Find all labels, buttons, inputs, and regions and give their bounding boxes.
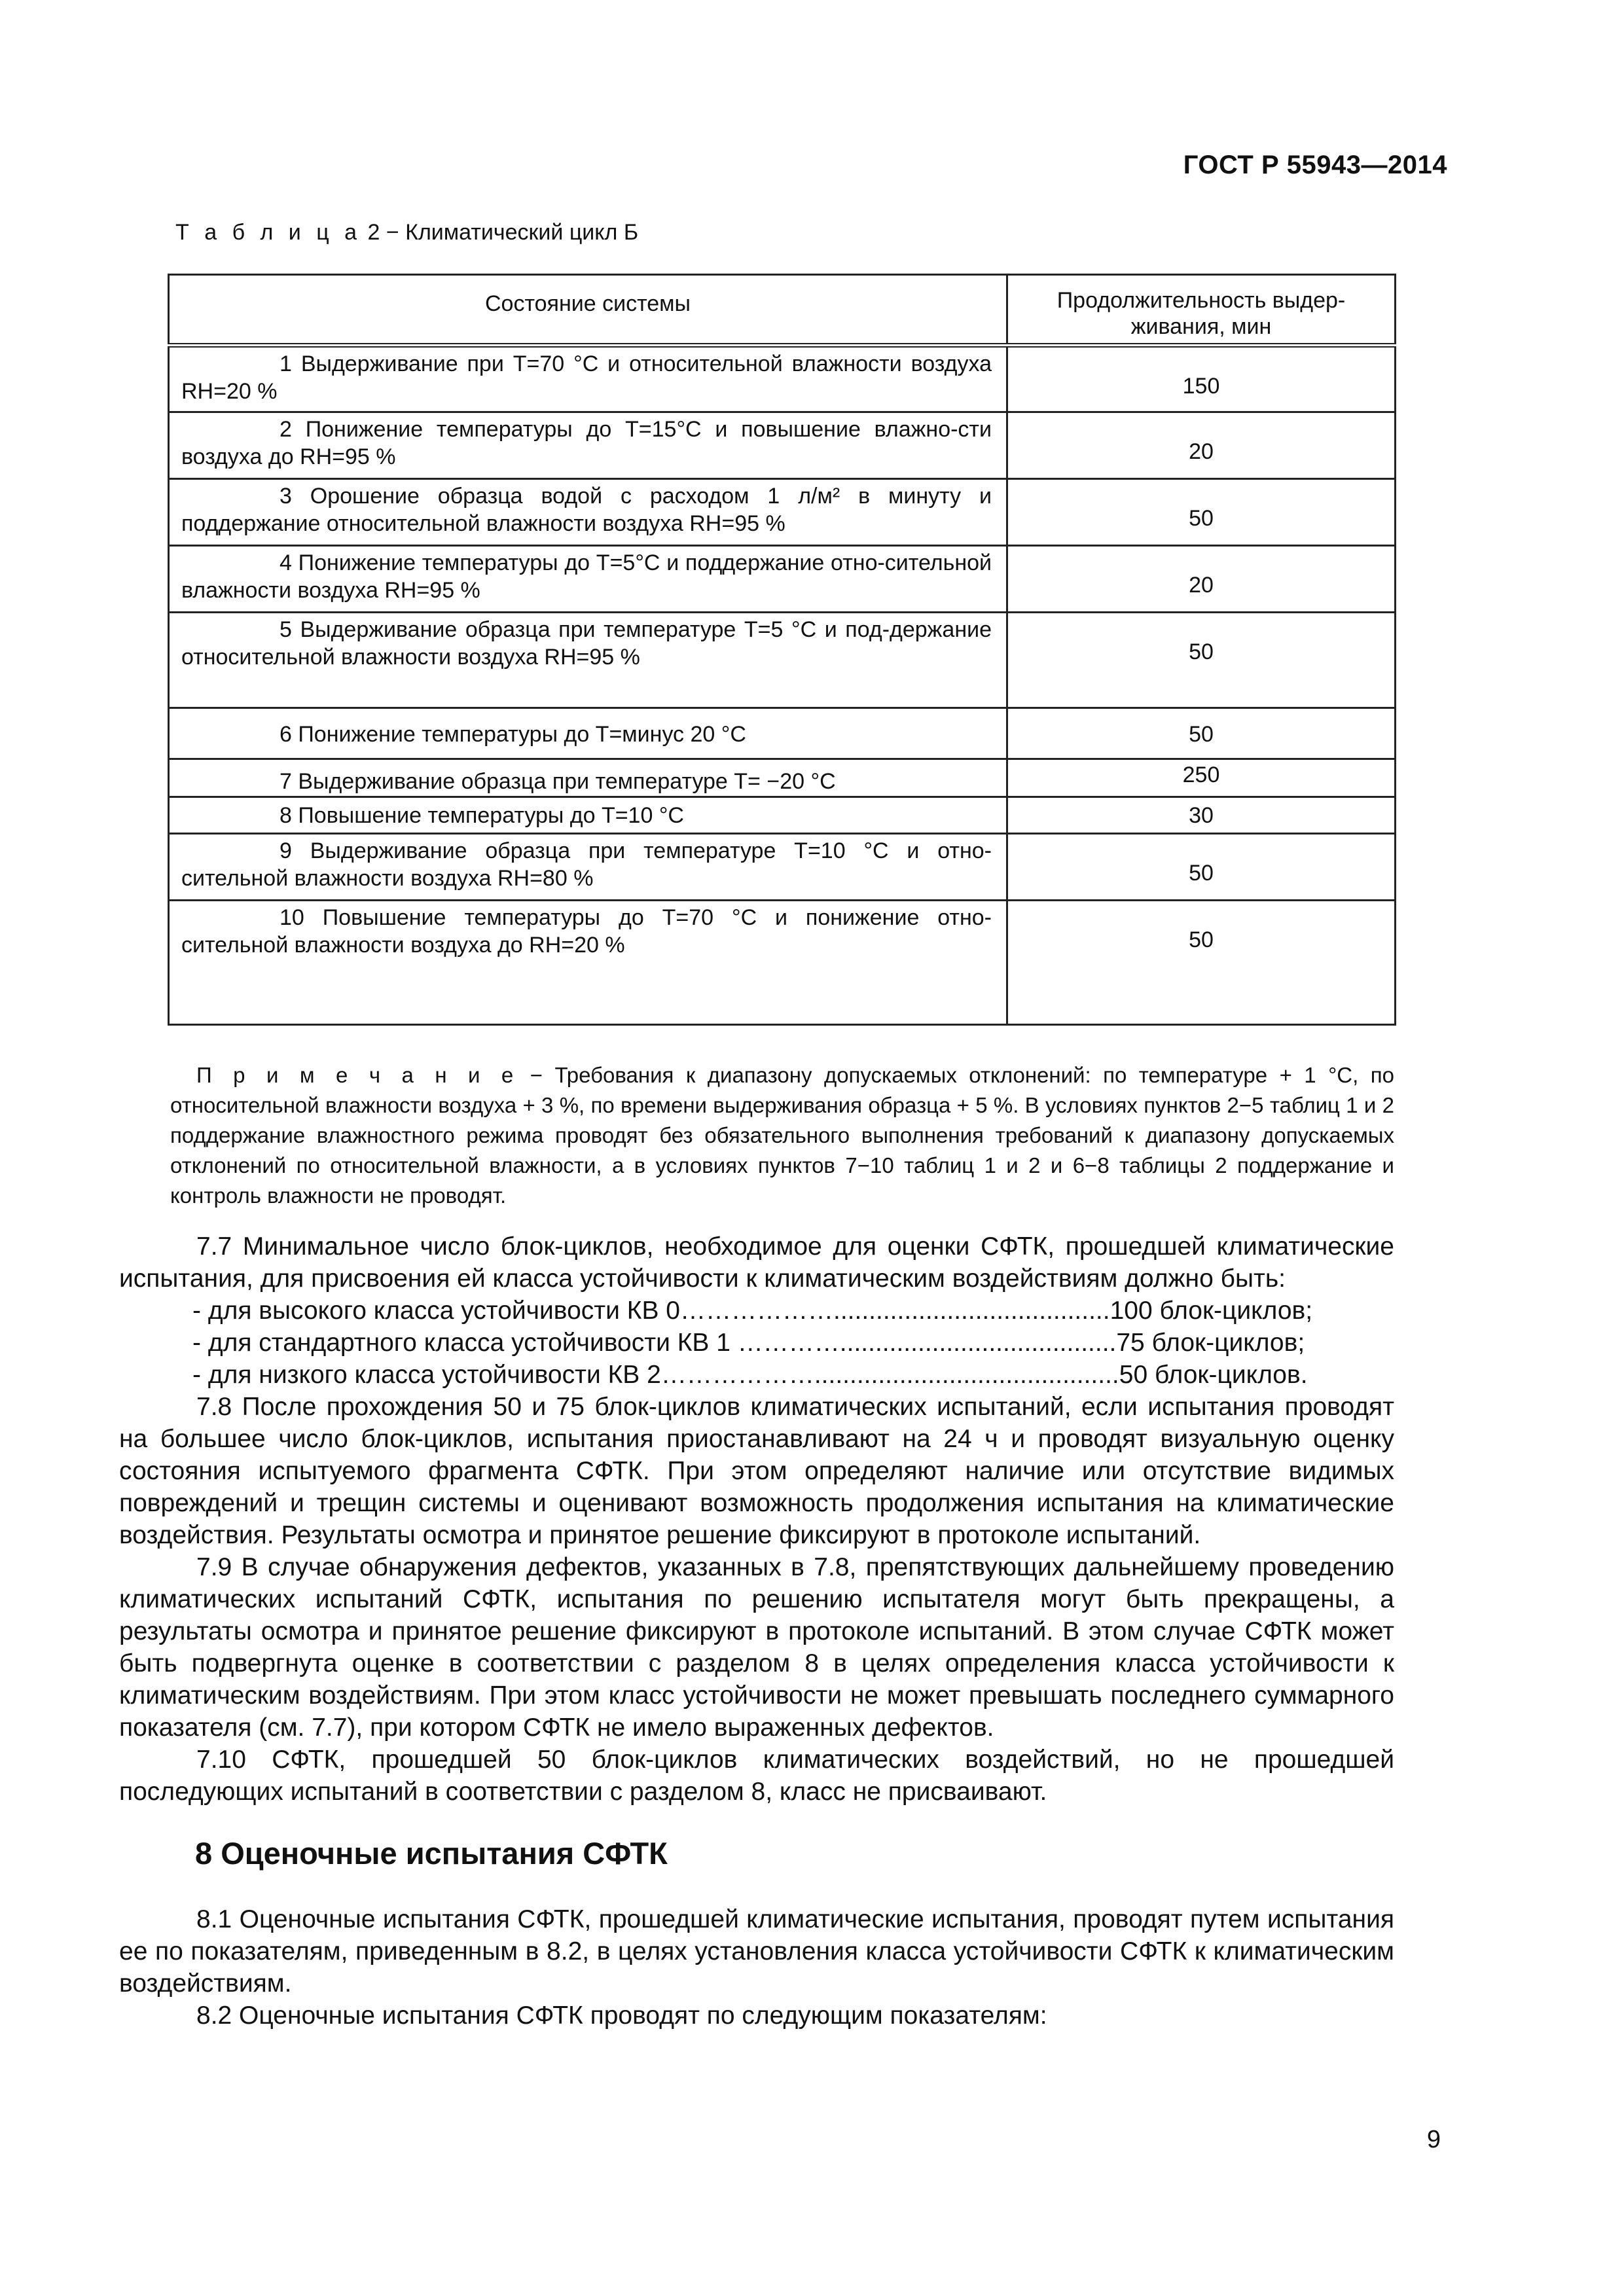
state-cell: 2 Понижение температуры до Т=15°С и повышение влажно-сти воздуха до RH=95 % [169,412,1007,479]
list-item: - для стандартного класса устойчивости КВ 1 ………….......................................75 блок-циклов; [192,1329,1305,1357]
paragraph-7-8: 7.8 После прохождения 50 и 75 блок-циклов климатических испытаний, если испытания проводят на большее число блок-циклов, испытания приостанавливают на 24 ч и проводят визуальную оценку состояния испытуемого фрагмента СФТК. При этом определяют наличие или отсутствие видимых повреждений и трещин системы и оценивают возможность продолжения испытания на климатические воздействия. Результаты осмотра и принятое решение фиксируют в протоколе испытаний. [119,1393,1394,1549]
column-header-duration: Продолжительность выдер-живания, мин [1007,275,1396,346]
state-cell: 7 Выдерживание образца при температуре Т= −20 °С [169,759,1007,797]
note-label: П р и м е ч а н и е [196,1063,518,1087]
paragraph-8-2: 8.2 Оценочные испытания СФТК проводят по следующим показателям: [196,2001,1047,2030]
duration-cell: 50 [1007,479,1396,546]
section-7-text [119,1230,1394,1808]
table-caption-title: 2 − Климатический цикл Б [361,220,639,245]
table-row [169,834,1396,901]
state-cell: 9 Выдерживание образца при температуре Т=10 °С и отно-сительной влажности воздуха RH=80 % [169,834,1007,901]
section-8-heading: 8 Оценочные испытания СФТК [195,1836,668,1871]
state-cell: 6 Понижение температуры до Т=минус 20 °С [169,708,1007,759]
list-item: - для низкого класса устойчивости КВ 2………………...........................................50 блок-циклов. [192,1361,1308,1389]
table-row [169,901,1396,1025]
column-header-state: Состояние системы [169,275,1007,346]
duration-cell: 20 [1007,412,1396,479]
table-caption-label: Т а б л и ц а [175,220,362,245]
state-cell: 10 Повышение температуры до Т=70 °С и понижение отно-сительной влажности воздуха до RH=20 % [169,901,1007,1025]
table-row [169,412,1396,479]
paragraph-7-7: 7.7 Минимальное число блок-циклов, необходимое для оценки СФТК, прошедшей климатические испытания, для присвоения ей класса устойчивости к климатическим воздействиям должно быть: [119,1232,1394,1293]
table-row [169,759,1396,797]
state-cell: 1 Выдерживание при Т=70 °С и относительной влажности воздуха RH=20 % [169,346,1007,412]
paragraph-7-9: 7.9 В случае обнаружения дефектов, указанных в 7.8, препятствующих дальнейшему проведению климатических испытаний СФТК, испытания по решению испытателя могут быть прекращены, а результаты осмотра и принятое решение фиксируют в протоколе испытаний. В этом случае СФТК может быть подвергнута оценке в соответствии с разделом 8 в целях определения класса устойчивости к климатическим воздействиям. При этом класс устойчивости не может превышать последнего суммарного показателя (см. 7.7), при котором СФТК не имело выраженных дефектов. [119,1553,1394,1742]
document-code: ГОСТ Р 55943—2014 [1183,151,1447,179]
table-row [169,346,1396,412]
paragraph-8-1: 8.1 Оценочные испытания СФТК, прошедшей климатические испытания, проводят путем испытания ее по показателям, приведенным в 8.2, в целях установления класса устойчивости СФТК к климатическим воздействиям. [119,1905,1394,1998]
page-number: 9 [1426,2126,1441,2153]
climate-cycle-table [168,274,1396,1026]
table-row [169,479,1396,546]
duration-cell: 20 [1007,546,1396,613]
table-header-row [169,275,1396,346]
table-caption [175,220,638,245]
list-item: - для высокого класса устойчивости КВ 0……………….......................................100 блок-циклов; [192,1297,1313,1325]
section-8-text [119,1903,1394,2032]
duration-cell: 30 [1007,797,1396,834]
note-text: − Требования к диапазону допускаемых отклонений: по температуре + 1 °С, по относительной влажности воздуха + 3 %, по времени выдерживания образца + 5 %. В условиях пунктов 2−5 таблиц 1 и 2 поддержание влажностного режима проводят без обязательного выполнения требований к диапазону допускаемых отклонений по относительной влажности, а в условиях пунктов 7−10 таблиц 1 и 2 и 6−8 таблицы 2 поддержание и контроль влажности не проводят. [170,1063,1394,1208]
table-row [169,797,1396,834]
duration-cell: 50 [1007,613,1396,708]
duration-cell: 50 [1007,708,1396,759]
table-row [169,546,1396,613]
state-cell: 5 Выдерживание образца при температуре Т=5 °С и под-держание относительной влажности воздуха RH=95 % [169,613,1007,708]
table-row [169,708,1396,759]
duration-cell: 250 [1007,759,1396,797]
state-cell: 8 Повышение температуры до Т=10 °С [169,797,1007,834]
table-note [170,1060,1394,1211]
duration-cell: 150 [1007,346,1396,412]
state-cell: 3 Орошение образца водой с расходом 1 л/м² в минуту и поддержание относительной влажности воздуха RH=95 % [169,479,1007,546]
duration-cell: 50 [1007,901,1396,1025]
paragraph-7-10: 7.10 СФТК, прошедшей 50 блок-циклов климатических воздействий, но не прошедшей последующих испытаний в соответствии с разделом 8, класс не присваивают. [119,1746,1394,1806]
state-cell: 4 Понижение температуры до Т=5°С и поддержание отно-сительной влажности воздуха RH=95 % [169,546,1007,613]
duration-cell: 50 [1007,834,1396,901]
table-row [169,613,1396,708]
